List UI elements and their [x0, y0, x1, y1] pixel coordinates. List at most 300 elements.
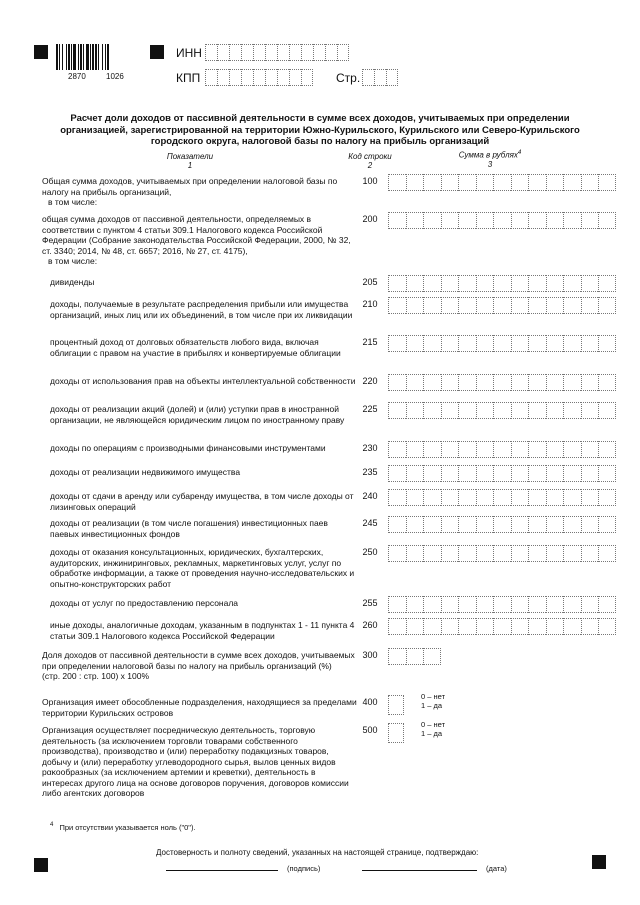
- input-cell[interactable]: [423, 335, 441, 352]
- input-cell[interactable]: [493, 489, 511, 506]
- input-cell[interactable]: [441, 402, 459, 419]
- input-cell[interactable]: [476, 402, 494, 419]
- option-yes: 1 – да: [421, 700, 443, 710]
- input-cell[interactable]: [581, 545, 599, 562]
- input-cell[interactable]: [229, 69, 241, 86]
- input-cell[interactable]: [511, 441, 529, 458]
- barcode-bar: [92, 44, 94, 70]
- input-cell[interactable]: [546, 441, 564, 458]
- input-cell[interactable]: [423, 275, 441, 292]
- input-cell[interactable]: [528, 374, 546, 391]
- input-cell[interactable]: [386, 69, 398, 86]
- barcode-bar: [66, 44, 67, 70]
- input-cell[interactable]: [374, 69, 386, 86]
- barcode: [56, 44, 128, 70]
- input-cell[interactable]: [476, 297, 494, 314]
- input-cell[interactable]: [598, 275, 616, 292]
- input-cell[interactable]: [598, 335, 616, 352]
- input-cell[interactable]: [598, 174, 616, 191]
- row-205-value-field[interactable]: [388, 275, 616, 292]
- row-200-label: [42, 214, 358, 267]
- barcode-bar: [62, 44, 63, 70]
- input-cell[interactable]: [289, 44, 301, 61]
- barcode-bar: [102, 44, 103, 70]
- input-cell[interactable]: [511, 275, 529, 292]
- input-cell[interactable]: [581, 335, 599, 352]
- row-205-code: 205: [362, 277, 378, 287]
- barcode-bar: [73, 44, 76, 70]
- input-cell[interactable]: [581, 275, 599, 292]
- input-cell[interactable]: [241, 69, 253, 86]
- row-400-value-field[interactable]: [388, 695, 404, 715]
- column-3-number: 3: [487, 159, 493, 169]
- input-cell[interactable]: [511, 545, 529, 562]
- input-cell[interactable]: [598, 465, 616, 482]
- input-cell[interactable]: [528, 402, 546, 419]
- input-cell[interactable]: [423, 596, 441, 613]
- input-cell[interactable]: [528, 212, 546, 229]
- input-cell[interactable]: [388, 465, 406, 482]
- input-cell[interactable]: [528, 275, 546, 292]
- input-cell[interactable]: [406, 297, 424, 314]
- input-cell[interactable]: [458, 402, 476, 419]
- row-235-text: доходы от реализации недвижимого имущества: [50, 467, 241, 477]
- input-cell[interactable]: [563, 374, 581, 391]
- input-cell[interactable]: [511, 174, 529, 191]
- row-245-code: 245: [362, 518, 378, 528]
- input-cell[interactable]: [458, 297, 476, 314]
- input-cell[interactable]: [476, 545, 494, 562]
- row-215-text: процентный доход от долговых обязательств любого вида, включая облигации с правом на участие в прибылях и конвертируемые облигации: [50, 337, 341, 358]
- input-cell[interactable]: [511, 516, 529, 533]
- input-cell[interactable]: [511, 374, 529, 391]
- input-cell[interactable]: [441, 212, 459, 229]
- input-cell[interactable]: [362, 69, 374, 86]
- input-cell[interactable]: [217, 69, 229, 86]
- input-cell[interactable]: [476, 516, 494, 533]
- row-215-label: [50, 337, 358, 358]
- row-210-value-field[interactable]: [388, 297, 616, 314]
- input-cell[interactable]: [546, 516, 564, 533]
- input-cell[interactable]: [458, 335, 476, 352]
- row-260-value-field[interactable]: [388, 618, 616, 635]
- input-cell[interactable]: [406, 335, 424, 352]
- input-cell[interactable]: [388, 618, 406, 635]
- input-cell[interactable]: [598, 212, 616, 229]
- input-cell[interactable]: [388, 212, 406, 229]
- row-225-code: 225: [362, 404, 378, 414]
- input-cell[interactable]: [563, 489, 581, 506]
- input-cell[interactable]: [581, 596, 599, 613]
- input-cell[interactable]: [406, 489, 424, 506]
- input-cell[interactable]: [423, 618, 441, 635]
- input-cell[interactable]: [458, 596, 476, 613]
- input-cell[interactable]: [563, 275, 581, 292]
- row-200-value-field[interactable]: [388, 212, 616, 229]
- row-215-value-field[interactable]: [388, 335, 616, 352]
- row-250-value-field[interactable]: [388, 545, 616, 562]
- input-cell[interactable]: [423, 516, 441, 533]
- input-cell[interactable]: [493, 335, 511, 352]
- input-cell[interactable]: [423, 545, 441, 562]
- input-cell[interactable]: [205, 69, 217, 86]
- row-255-text: доходы от услуг по предоставлению персонала: [50, 598, 239, 608]
- input-cell[interactable]: [406, 374, 424, 391]
- input-cell[interactable]: [406, 212, 424, 229]
- input-cell[interactable]: [441, 335, 459, 352]
- input-cell[interactable]: [546, 297, 564, 314]
- input-cell[interactable]: [476, 596, 494, 613]
- input-cell[interactable]: [528, 545, 546, 562]
- input-cell[interactable]: [423, 441, 441, 458]
- row-225-value-field[interactable]: [388, 402, 616, 419]
- input-cell[interactable]: [546, 374, 564, 391]
- input-cell[interactable]: [441, 516, 459, 533]
- input-cell[interactable]: [598, 516, 616, 533]
- input-cell[interactable]: [388, 297, 406, 314]
- input-cell[interactable]: [388, 648, 406, 665]
- row-250-text: доходы от оказания консультационных, юридических, бухгалтерских, аудиторских, инжиниринговых, рекламных, маркетинговых услуг, услуг по обработке информации, а также от проведения научно-исследовательских и опытно-конструкторских работ: [50, 547, 355, 589]
- input-cell[interactable]: [476, 374, 494, 391]
- input-cell[interactable]: [476, 275, 494, 292]
- row-300-text: Доля доходов от пассивной деятельности в сумме всех доходов, учитываемых при определении налоговой базы по налогу на прибыль организаций (%): [42, 650, 355, 671]
- date-label: (дата): [486, 864, 507, 873]
- input-cell[interactable]: [441, 596, 459, 613]
- input-cell[interactable]: [423, 489, 441, 506]
- row-300-code: 300: [362, 650, 378, 660]
- input-cell[interactable]: [511, 618, 529, 635]
- input-cell[interactable]: [388, 374, 406, 391]
- input-cell[interactable]: [265, 44, 277, 61]
- input-cell[interactable]: [563, 596, 581, 613]
- input-cell[interactable]: [458, 516, 476, 533]
- input-cell[interactable]: [458, 275, 476, 292]
- input-cell[interactable]: [423, 297, 441, 314]
- input-cell[interactable]: [337, 44, 349, 61]
- input-cell[interactable]: [528, 174, 546, 191]
- input-cell[interactable]: [476, 212, 494, 229]
- date-line[interactable]: [362, 870, 477, 871]
- input-cell[interactable]: [406, 516, 424, 533]
- input-cell[interactable]: [441, 545, 459, 562]
- input-cell[interactable]: [476, 618, 494, 635]
- inn-label: ИНН: [176, 46, 202, 60]
- row-500-options: [421, 721, 445, 738]
- input-cell[interactable]: [493, 275, 511, 292]
- input-cell[interactable]: [563, 212, 581, 229]
- input-cell[interactable]: [581, 402, 599, 419]
- column-header-indicators: [120, 152, 260, 170]
- input-cell[interactable]: [511, 212, 529, 229]
- column-1-number: 1: [187, 161, 193, 170]
- input-cell[interactable]: [277, 69, 289, 86]
- input-cell[interactable]: [441, 489, 459, 506]
- input-cell[interactable]: [581, 441, 599, 458]
- input-cell[interactable]: [441, 174, 459, 191]
- input-cell[interactable]: [423, 465, 441, 482]
- input-cell[interactable]: [423, 648, 441, 665]
- row-255-label: [50, 598, 358, 609]
- column-header-code: [340, 152, 400, 170]
- column-2-label: Код строки: [348, 152, 392, 161]
- input-cell[interactable]: [528, 335, 546, 352]
- input-cell[interactable]: [476, 489, 494, 506]
- form-title: Расчет доли доходов от пассивной деятельности в сумме всех доходов, учитываемых при определении организацией, зарегистрированной на территории Южно-Курильского, Курильского или Северо-Курильского городского округа, налоговой базы по налогу на прибыль организаций: [60, 113, 580, 147]
- page-label: Стр.: [336, 71, 361, 85]
- input-cell[interactable]: [388, 516, 406, 533]
- input-cell[interactable]: [598, 297, 616, 314]
- barcode-bar: [56, 44, 58, 70]
- input-cell[interactable]: [528, 465, 546, 482]
- input-cell[interactable]: [406, 596, 424, 613]
- input-cell[interactable]: [388, 723, 404, 743]
- input-cell[interactable]: [511, 335, 529, 352]
- input-cell[interactable]: [476, 441, 494, 458]
- input-cell[interactable]: [476, 465, 494, 482]
- input-cell[interactable]: [546, 596, 564, 613]
- input-cell[interactable]: [598, 441, 616, 458]
- barcode-bar: [90, 44, 91, 70]
- row-235-label: [50, 467, 358, 478]
- input-cell[interactable]: [581, 212, 599, 229]
- barcode-bar: [71, 44, 72, 70]
- input-cell[interactable]: [511, 465, 529, 482]
- input-cell[interactable]: [563, 402, 581, 419]
- row-100-value-field[interactable]: [388, 174, 616, 191]
- input-cell[interactable]: [528, 489, 546, 506]
- input-cell[interactable]: [458, 489, 476, 506]
- row-400-label: [42, 697, 358, 718]
- input-cell[interactable]: [406, 618, 424, 635]
- row-210-label: [50, 299, 358, 320]
- input-cell[interactable]: [441, 441, 459, 458]
- input-cell[interactable]: [546, 618, 564, 635]
- input-cell[interactable]: [458, 441, 476, 458]
- input-cell[interactable]: [476, 335, 494, 352]
- input-cell[interactable]: [493, 374, 511, 391]
- barcode-bar: [107, 44, 109, 70]
- barcode-bar: [105, 44, 106, 70]
- input-cell[interactable]: [406, 648, 424, 665]
- row-100-label: [42, 176, 358, 208]
- input-cell[interactable]: [598, 545, 616, 562]
- row-230-value-field[interactable]: [388, 441, 616, 458]
- input-cell[interactable]: [458, 174, 476, 191]
- input-cell[interactable]: [563, 441, 581, 458]
- input-cell[interactable]: [205, 44, 217, 61]
- input-cell[interactable]: [511, 596, 529, 613]
- input-cell[interactable]: [563, 516, 581, 533]
- input-cell[interactable]: [423, 212, 441, 229]
- input-cell[interactable]: [528, 297, 546, 314]
- row-400-text: Организация имеет обособленные подразделения, находящиеся за пределами территории Курильских островов: [42, 697, 357, 718]
- inn-field[interactable]: [205, 44, 349, 61]
- row-500-value-field[interactable]: [388, 723, 404, 743]
- input-cell[interactable]: [388, 489, 406, 506]
- input-cell[interactable]: [493, 441, 511, 458]
- input-cell[interactable]: [563, 297, 581, 314]
- input-cell[interactable]: [217, 44, 229, 61]
- option-no: 0 – нет: [421, 720, 446, 729]
- row-210-code: 210: [362, 299, 378, 309]
- input-cell[interactable]: [458, 465, 476, 482]
- column-1-label: Показатели: [166, 152, 214, 161]
- input-cell[interactable]: [423, 174, 441, 191]
- input-cell[interactable]: [265, 69, 277, 86]
- input-cell[interactable]: [441, 297, 459, 314]
- input-cell[interactable]: [528, 596, 546, 613]
- row-240-text: доходы от сдачи в аренду или субаренду имущества, в том числе доходы от лизинговых операций: [50, 491, 354, 512]
- input-cell[interactable]: [493, 545, 511, 562]
- input-cell[interactable]: [546, 402, 564, 419]
- input-cell[interactable]: [493, 596, 511, 613]
- row-250-label: [50, 547, 358, 589]
- input-cell[interactable]: [458, 212, 476, 229]
- input-cell[interactable]: [253, 44, 265, 61]
- input-cell[interactable]: [388, 174, 406, 191]
- corner-marker-bottom-right: [592, 855, 606, 869]
- input-cell[interactable]: [493, 618, 511, 635]
- row-230-code: 230: [362, 443, 378, 453]
- footnote-text: При отсутствии указывается ноль ("0").: [59, 822, 196, 832]
- input-cell[interactable]: [441, 465, 459, 482]
- input-cell[interactable]: [493, 465, 511, 482]
- input-cell[interactable]: [458, 618, 476, 635]
- input-cell[interactable]: [388, 402, 406, 419]
- input-cell[interactable]: [493, 212, 511, 229]
- input-cell[interactable]: [441, 374, 459, 391]
- input-cell[interactable]: [406, 545, 424, 562]
- input-cell[interactable]: [301, 44, 313, 61]
- input-cell[interactable]: [581, 618, 599, 635]
- input-cell[interactable]: [388, 441, 406, 458]
- row-235-value-field[interactable]: [388, 465, 616, 482]
- input-cell[interactable]: [511, 297, 529, 314]
- input-cell[interactable]: [546, 174, 564, 191]
- kpp-field[interactable]: [205, 69, 313, 86]
- input-cell[interactable]: [388, 596, 406, 613]
- input-cell[interactable]: [598, 596, 616, 613]
- input-cell[interactable]: [406, 465, 424, 482]
- input-cell[interactable]: [423, 374, 441, 391]
- option-yes: 1 – да: [421, 728, 443, 738]
- input-cell[interactable]: [563, 465, 581, 482]
- row-240-value-field[interactable]: [388, 489, 616, 506]
- row-100-subtext: в том числе:: [48, 197, 98, 207]
- input-cell[interactable]: [458, 374, 476, 391]
- input-cell[interactable]: [406, 441, 424, 458]
- barcode-bar: [68, 44, 70, 70]
- row-200-text: общая сумма доходов от пассивной деятельности, определяемых в соответствии с пунктом 4 статьи 309.1 Налогового кодекса Российской Федерации (Собрание законодательства Российской Федерации, 2000, № 32, ст. 3340; 2014, № 48, ст. 6657; 2016, № 27, ст. 4175),: [42, 214, 351, 256]
- input-cell[interactable]: [598, 618, 616, 635]
- input-cell[interactable]: [563, 545, 581, 562]
- input-cell[interactable]: [581, 174, 599, 191]
- input-cell[interactable]: [546, 335, 564, 352]
- input-cell[interactable]: [546, 545, 564, 562]
- input-cell[interactable]: [581, 465, 599, 482]
- row-500-label: [42, 725, 358, 799]
- input-cell[interactable]: [528, 618, 546, 635]
- input-cell[interactable]: [563, 618, 581, 635]
- input-cell[interactable]: [301, 69, 313, 86]
- row-215-code: 215: [362, 337, 378, 347]
- input-cell[interactable]: [388, 335, 406, 352]
- input-cell[interactable]: [546, 275, 564, 292]
- row-205-text: дивиденды: [50, 277, 95, 287]
- input-cell[interactable]: [493, 297, 511, 314]
- input-cell[interactable]: [511, 402, 529, 419]
- row-245-value-field[interactable]: [388, 516, 616, 533]
- row-220-value-field[interactable]: [388, 374, 616, 391]
- row-255-value-field[interactable]: [388, 596, 616, 613]
- input-cell[interactable]: [423, 402, 441, 419]
- input-cell[interactable]: [563, 174, 581, 191]
- corner-marker-bottom-left: [34, 858, 48, 872]
- input-cell[interactable]: [511, 489, 529, 506]
- row-400-code: 400: [362, 697, 378, 707]
- input-cell[interactable]: [493, 516, 511, 533]
- input-cell[interactable]: [581, 297, 599, 314]
- input-cell[interactable]: [289, 69, 301, 86]
- column-3-label: Сумма в рублях: [458, 150, 518, 160]
- input-cell[interactable]: [581, 489, 599, 506]
- row-225-label: [50, 404, 358, 425]
- input-cell[interactable]: [563, 335, 581, 352]
- input-cell[interactable]: [406, 174, 424, 191]
- row-245-label: [50, 518, 358, 539]
- input-cell[interactable]: [458, 545, 476, 562]
- input-cell[interactable]: [546, 212, 564, 229]
- input-cell[interactable]: [253, 69, 265, 86]
- input-cell[interactable]: [598, 374, 616, 391]
- input-cell[interactable]: [546, 465, 564, 482]
- row-260-label: [50, 620, 358, 641]
- input-cell[interactable]: [581, 516, 599, 533]
- row-245-text: доходы от реализации (в том числе погашения) инвестиционных паев паевых инвестиционных фондов: [50, 518, 328, 539]
- input-cell[interactable]: [528, 516, 546, 533]
- row-500-text: Организация осуществляет посредническую деятельность, торговую деятельность (за исключением торговли товарами собственного производства), производство и (или) переработку подакцизных товаров, добычу и (или) переработку углеводородного сырья, вылов ценных видов рακообразных (за исключением артемии и креветки), деятельность в интересах другого лица на основе договоров поручения, договоров комиссии либо агентских договоров: [42, 725, 349, 798]
- signature-label: (подпись): [287, 864, 321, 873]
- input-cell[interactable]: [388, 545, 406, 562]
- input-cell[interactable]: [277, 44, 289, 61]
- barcode-bar: [98, 44, 99, 70]
- input-cell[interactable]: [546, 489, 564, 506]
- input-cell[interactable]: [598, 489, 616, 506]
- input-cell[interactable]: [406, 275, 424, 292]
- row-225-text: доходы от реализации акций (долей) и (или) уступки прав в иностранной организации, не являющейся юридическим лицом по иностранному праву: [50, 404, 345, 425]
- input-cell[interactable]: [388, 275, 406, 292]
- input-cell[interactable]: [325, 44, 337, 61]
- row-220-label: [50, 376, 358, 387]
- input-cell[interactable]: [241, 44, 253, 61]
- input-cell[interactable]: [598, 402, 616, 419]
- signature-line[interactable]: [166, 870, 278, 871]
- input-cell[interactable]: [313, 44, 325, 61]
- input-cell[interactable]: [493, 174, 511, 191]
- input-cell[interactable]: [229, 44, 241, 61]
- barcode-bar: [59, 44, 60, 70]
- input-cell[interactable]: [441, 275, 459, 292]
- input-cell[interactable]: [406, 402, 424, 419]
- input-cell[interactable]: [476, 174, 494, 191]
- input-cell[interactable]: [388, 695, 404, 715]
- input-cell[interactable]: [581, 374, 599, 391]
- page-number-field[interactable]: [362, 69, 398, 86]
- input-cell[interactable]: [493, 402, 511, 419]
- input-cell[interactable]: [528, 441, 546, 458]
- input-cell[interactable]: [441, 618, 459, 635]
- row-300-value-field[interactable]: [388, 648, 441, 665]
